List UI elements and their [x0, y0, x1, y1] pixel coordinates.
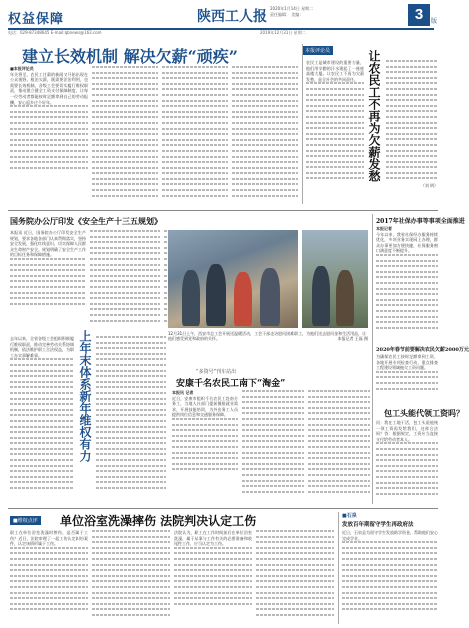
- article-c-headline: 安康千名农民工南下“淘金”: [176, 379, 286, 389]
- lead-tag: 本报评论员: [302, 46, 333, 55]
- lead-column-2: [92, 66, 158, 206]
- bottom-body-mid: 法院认为，职工在工作时间前后在单位浴室洗澡，属于从事与工作有关的必要准备和收尾性工作，应当认定为工伤。: [174, 530, 252, 547]
- article-b-vertical-headline: 上年末体系新年维权有力: [78, 330, 92, 462]
- right-body-2: 为确保农民工按时足额拿到工资，各地开展专项检查行动，重点排查工程建设领域拖欠工资问题。: [376, 354, 438, 371]
- photo-caption: [168, 331, 368, 361]
- photo-person: [260, 268, 280, 326]
- section-name: 权益保障: [8, 12, 65, 27]
- lead-body: 年关将至，农民工讨薪的新闻又开始出现在公众视野。根治欠薪，既需要法治利剑，也需要长效机制。各级工会要切实履行维权职责，推动建立健全工资支付保障制度，让每一位劳动者都能按时足额拿到自己的劳动报酬，安心返乡过个好年。: [10, 71, 88, 105]
- article-c-column-3: [308, 390, 370, 502]
- photo-person: [182, 270, 200, 326]
- bottom-body-left: 职工在单位浴室洗澡时摔伤，是否属于工伤？近日，法院审理了一起工伤认定纠纷案件，认定该情形属于工伤。: [10, 530, 88, 547]
- side-column-1: [306, 60, 364, 202]
- masthead: [0, 0, 450, 35]
- lead-column-4: [232, 66, 298, 206]
- article-a-body: 本报讯 近日，国务院办公厅印发安全生产规划，要求各地各部门认真贯彻落实，坚持安全发展，强化红线意识，切实保障人民群众生命财产安全。规划明确了安全生产工作的目标任务和保障措施。: [10, 230, 86, 258]
- photo-caption-text: 12月31日上午，西安市总工会开展送温暖活动，工会干部走访慰问困难职工，为他们送去慰问金和生活用品，让他们感受到党和政府的关怀。: [168, 331, 367, 342]
- right-byline: 本报记者: [376, 226, 392, 231]
- bottom-column-3: [174, 530, 252, 624]
- article-a-column-2: [90, 230, 160, 330]
- article-b-column-1: [10, 336, 74, 504]
- photo-person: [336, 270, 354, 326]
- side-body: 农民工是城市建设的重要力量，他们用辛勤的汗水建起了一座座高楼大厦。让农民工不再为欠薪发愁，是全社会的共同责任。: [306, 60, 364, 82]
- photo-person: [312, 266, 330, 326]
- side-byline: （刘 明）: [420, 183, 438, 189]
- right-headline-1: 2017年社保办事等事项全面推进: [376, 218, 465, 225]
- bottom-tag-left: ■维权点评: [10, 516, 41, 525]
- right-column-body-1: [376, 226, 438, 344]
- article-c-kicker: “多资号”刊车站出: [196, 369, 237, 375]
- issue-editors: 责任编辑： 美编：: [270, 12, 304, 17]
- article-a-headline: 国务院办公厅印发《安全生产十三五规划》: [10, 216, 162, 226]
- article-c-column-1: [172, 390, 238, 502]
- news-photo: [168, 230, 298, 328]
- issue-date: 2020年1月14日 星期二: [270, 6, 314, 11]
- news-photo-2: [302, 230, 368, 328]
- page-label: 版: [431, 18, 438, 25]
- article-c-byline: 本报讯 记者: [172, 390, 194, 395]
- paper-name: 陕西工人报: [197, 9, 267, 25]
- photo-person: [234, 272, 252, 326]
- right-body-3: 问：我在工地干活，包工头说他统一领工资再发给我们，这样合法吗？答：根据规定，工资应当直接支付给劳动者本人。: [376, 420, 438, 442]
- lead-headline: 建立长效机制 解决欠薪“顽疾”: [22, 47, 238, 66]
- right-column-body-3: [376, 420, 438, 504]
- lead-text-lines: [10, 105, 88, 169]
- bottom-tag-right: ■石泉: [342, 513, 357, 519]
- lead-column-3: [162, 66, 228, 206]
- contact-line: 电话：029-87348645 E-mail:qbnews@163.com: [8, 30, 102, 35]
- section-rule: [8, 210, 438, 211]
- issue-info: [270, 6, 390, 18]
- bottom-column-4: [256, 530, 334, 624]
- lead-column-1: [10, 66, 88, 206]
- photo-person: [206, 264, 226, 326]
- article-a-column-1: [10, 230, 86, 330]
- page-number: 3: [408, 4, 430, 26]
- article-b-column-2: [96, 336, 166, 504]
- article-b-body: 去年以来，全省各级工会组织积极履行维权职责，推动完善劳动关系协调机制，依法维护职工合法权益，为职工办实事解难事。: [10, 336, 74, 358]
- bottom-column-2: [92, 530, 170, 624]
- bottom-column-right: [342, 530, 438, 624]
- bottom-column-divider: [338, 512, 339, 624]
- bottom-headline-right: 发放百年期留守学生再政府法: [342, 522, 414, 528]
- photo-credit: 本报记者 王磊 摄: [337, 336, 368, 342]
- side-column-2: [386, 60, 438, 202]
- right-column-body-2: [376, 354, 438, 406]
- column-divider: [302, 44, 303, 204]
- bottom-body-right: 近日，石泉县为留守学生发放助学资金，帮助他们安心完成学业。: [342, 530, 438, 541]
- article-c-body: 近日，安康市组织千名农民工赴南方务工，当地人社部门提前摸排就业需求，开展技能培训，为外出务工人员提供岗位信息和交通服务保障。: [172, 395, 238, 418]
- article-c-column-2: [242, 390, 304, 502]
- right-body-1: 今年以来，我省社保经办服务持续优化，多项业务实现网上办理，群众办事更加方便快捷，社保服务窗口满意度不断提升。: [376, 231, 438, 254]
- date-line: 2019年12月31日 星期二: [260, 30, 306, 35]
- bottom-headline-left: 单位浴室洗澡摔伤 法院判决认定工伤: [60, 514, 257, 528]
- right-column-divider: [372, 214, 373, 504]
- right-headline-2: 2020年春节前要解决农民欠薪2000万元: [376, 347, 469, 353]
- right-headline-3: 包工头能代领工资吗？: [384, 408, 464, 418]
- bottom-column-1: [10, 530, 88, 624]
- side-headline: 让农民工不再为欠薪发愁: [367, 50, 381, 182]
- bottom-section-rule: [8, 508, 438, 509]
- lead-byline: ■本报评论员: [10, 66, 34, 71]
